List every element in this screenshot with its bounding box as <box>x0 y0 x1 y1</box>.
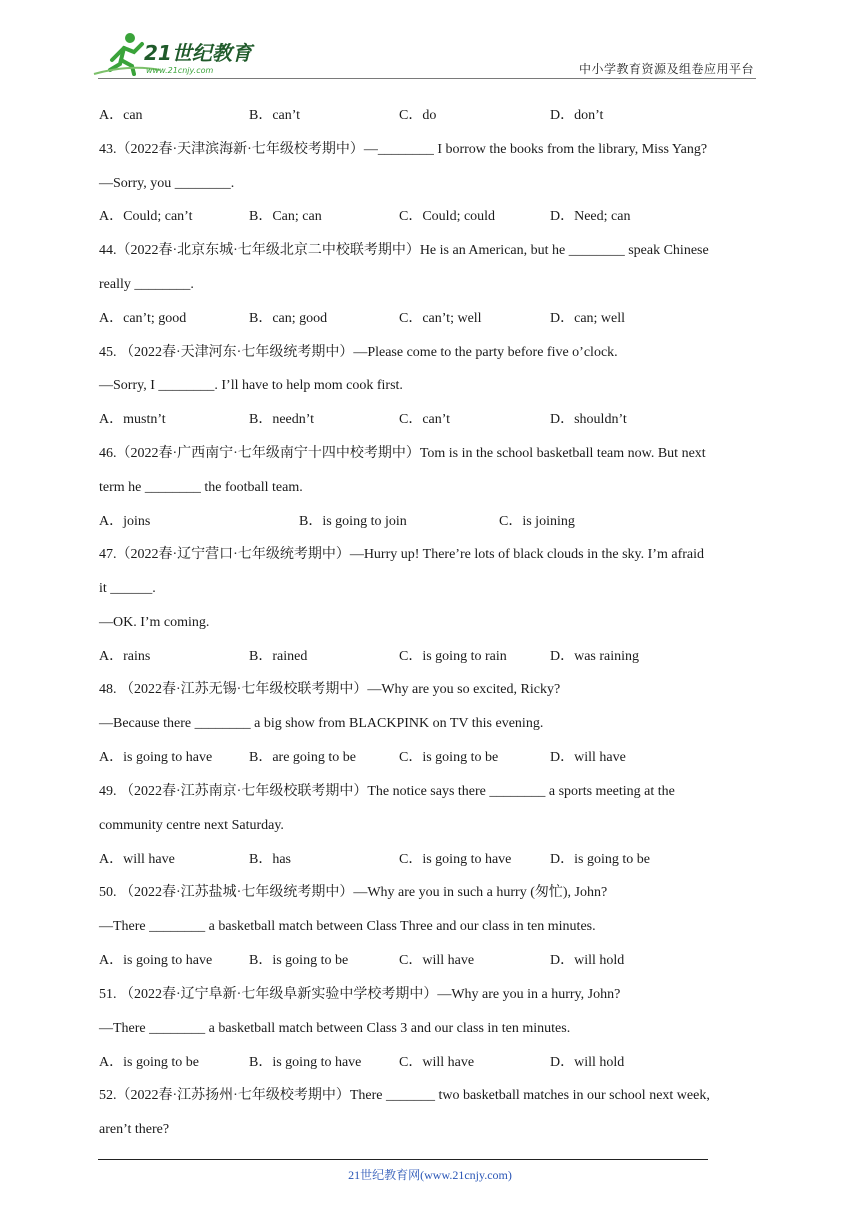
question-44-stem: 44.（2022春·北京东城·七年级北京二中校联考期中）He is an American, but he ________ speak Chinese <box>99 243 709 258</box>
option-c: C．can’t; well <box>399 311 482 326</box>
option-b: B．is going to join <box>299 514 407 529</box>
option-a: A．Could; can’t <box>99 209 193 224</box>
question-46-stem-cont: term he ________ the football team. <box>99 480 303 495</box>
option-b: B．is going to have <box>249 1055 362 1070</box>
question-47-stem-cont: it ______. <box>99 581 156 596</box>
footer-link[interactable]: 21世纪教育网(www.21cnjy.com) <box>348 1168 512 1182</box>
option-b: B．are going to be <box>249 750 356 765</box>
option-b: B．can; good <box>249 311 328 326</box>
question-43-response: —Sorry, you ________. <box>99 176 235 191</box>
option-d: D．was raining <box>550 649 640 664</box>
option-c: C．Could; could <box>399 209 496 224</box>
option-a: A．can’t; good <box>99 311 187 326</box>
question-50-response: —There ________ a basketball match between Class Three and our class in ten minutes. <box>99 919 596 934</box>
option-b: B．rained <box>249 649 308 664</box>
option-c: C．is joining <box>499 514 575 529</box>
question-51-response: —There ________ a basketball match between Class 3 and our class in ten minutes. <box>99 1021 571 1036</box>
question-50-stem: 50. （2022春·江苏盐城·七年级统考期中）—Why are you in such a hurry (匆忙), John? <box>99 885 608 900</box>
platform-title: 中小学教育资源及组卷应用平台 <box>578 62 754 76</box>
option-a: A．is going to have <box>99 953 213 968</box>
option-c: C．will have <box>399 1055 475 1070</box>
question-45-response: —Sorry, I ________. I’ll have to help mom cook first. <box>99 378 403 393</box>
option-b: B．has <box>249 852 291 867</box>
option-c: C．is going to rain <box>399 649 507 664</box>
option-d: D．shouldn’t <box>550 412 627 427</box>
option-d: D．don’t <box>550 108 604 123</box>
question-46-stem: 46.（2022春·广西南宁·七年级南宁十四中校考期中）Tom is in the school basketball team now. But next <box>99 446 706 461</box>
question-52-stem: 52.（2022春·江苏扬州·七年级校考期中）There _______ two basketball matches in our school next week, <box>99 1088 710 1103</box>
option-c: C．can’t <box>399 412 451 427</box>
option-d: D．Need; can <box>550 209 631 224</box>
option-a: A．can <box>99 108 143 123</box>
question-44-stem-cont: really ________. <box>99 277 194 292</box>
option-d: D．will hold <box>550 1055 625 1070</box>
question-43-stem: 43.（2022春·天津滨海新·七年级校考期中）—________ I borrow the books from the library, Miss Yang? <box>99 142 708 157</box>
option-a: A．will have <box>99 852 175 867</box>
option-d: D．will have <box>550 750 626 765</box>
option-d: D．is going to be <box>550 852 650 867</box>
svg-text:www.21cnjy.com: www.21cnjy.com <box>146 66 214 75</box>
option-c: C．is going to be <box>399 750 499 765</box>
footer-divider <box>98 1159 708 1160</box>
option-a: A．mustn’t <box>99 412 166 427</box>
site-logo <box>90 30 270 78</box>
option-a: A．is going to be <box>99 1055 199 1070</box>
question-51-stem: 51. （2022春·辽宁阜新·七年级阜新实验中学校考期中）—Why are you in a hurry, John? <box>99 987 621 1002</box>
option-d: D．will hold <box>550 953 625 968</box>
question-48-stem: 48. （2022春·江苏无锡·七年级校联考期中）—Why are you so excited, Ricky? <box>99 682 561 697</box>
page-header <box>90 30 762 78</box>
question-52-stem-cont: aren’t there? <box>99 1122 170 1137</box>
header-divider <box>98 78 756 79</box>
question-49-stem-cont: community centre next Saturday. <box>99 818 284 833</box>
option-c: C．is going to have <box>399 852 512 867</box>
question-47-stem: 47.（2022春·辽宁营口·七年级统考期中）—Hurry up! There’re lots of black clouds in the sky. I’m afraid <box>99 547 704 562</box>
question-47-response: —OK. I’m coming. <box>99 615 210 630</box>
option-a: A．rains <box>99 649 151 664</box>
option-c: C．do <box>399 108 437 123</box>
option-b: B．is going to be <box>249 953 349 968</box>
question-45-stem: 45. （2022春·天津河东·七年级统考期中）—Please come to the party before five o’clock. <box>99 345 618 360</box>
svg-text:21世纪教育: 21世纪教育 <box>144 41 252 65</box>
option-d: D．can; well <box>550 311 626 326</box>
option-b: B．needn’t <box>249 412 315 427</box>
option-b: B．Can; can <box>249 209 322 224</box>
option-a: A．joins <box>99 514 151 529</box>
option-b: B．can’t <box>249 108 301 123</box>
option-a: A．is going to have <box>99 750 213 765</box>
question-48-response: —Because there ________ a big show from BLACKPINK on TV this evening. <box>99 716 544 731</box>
option-c: C．will have <box>399 953 475 968</box>
question-49-stem: 49. （2022春·江苏南京·七年级校联考期中）The notice says there ________ a sports meeting at the <box>99 784 675 799</box>
